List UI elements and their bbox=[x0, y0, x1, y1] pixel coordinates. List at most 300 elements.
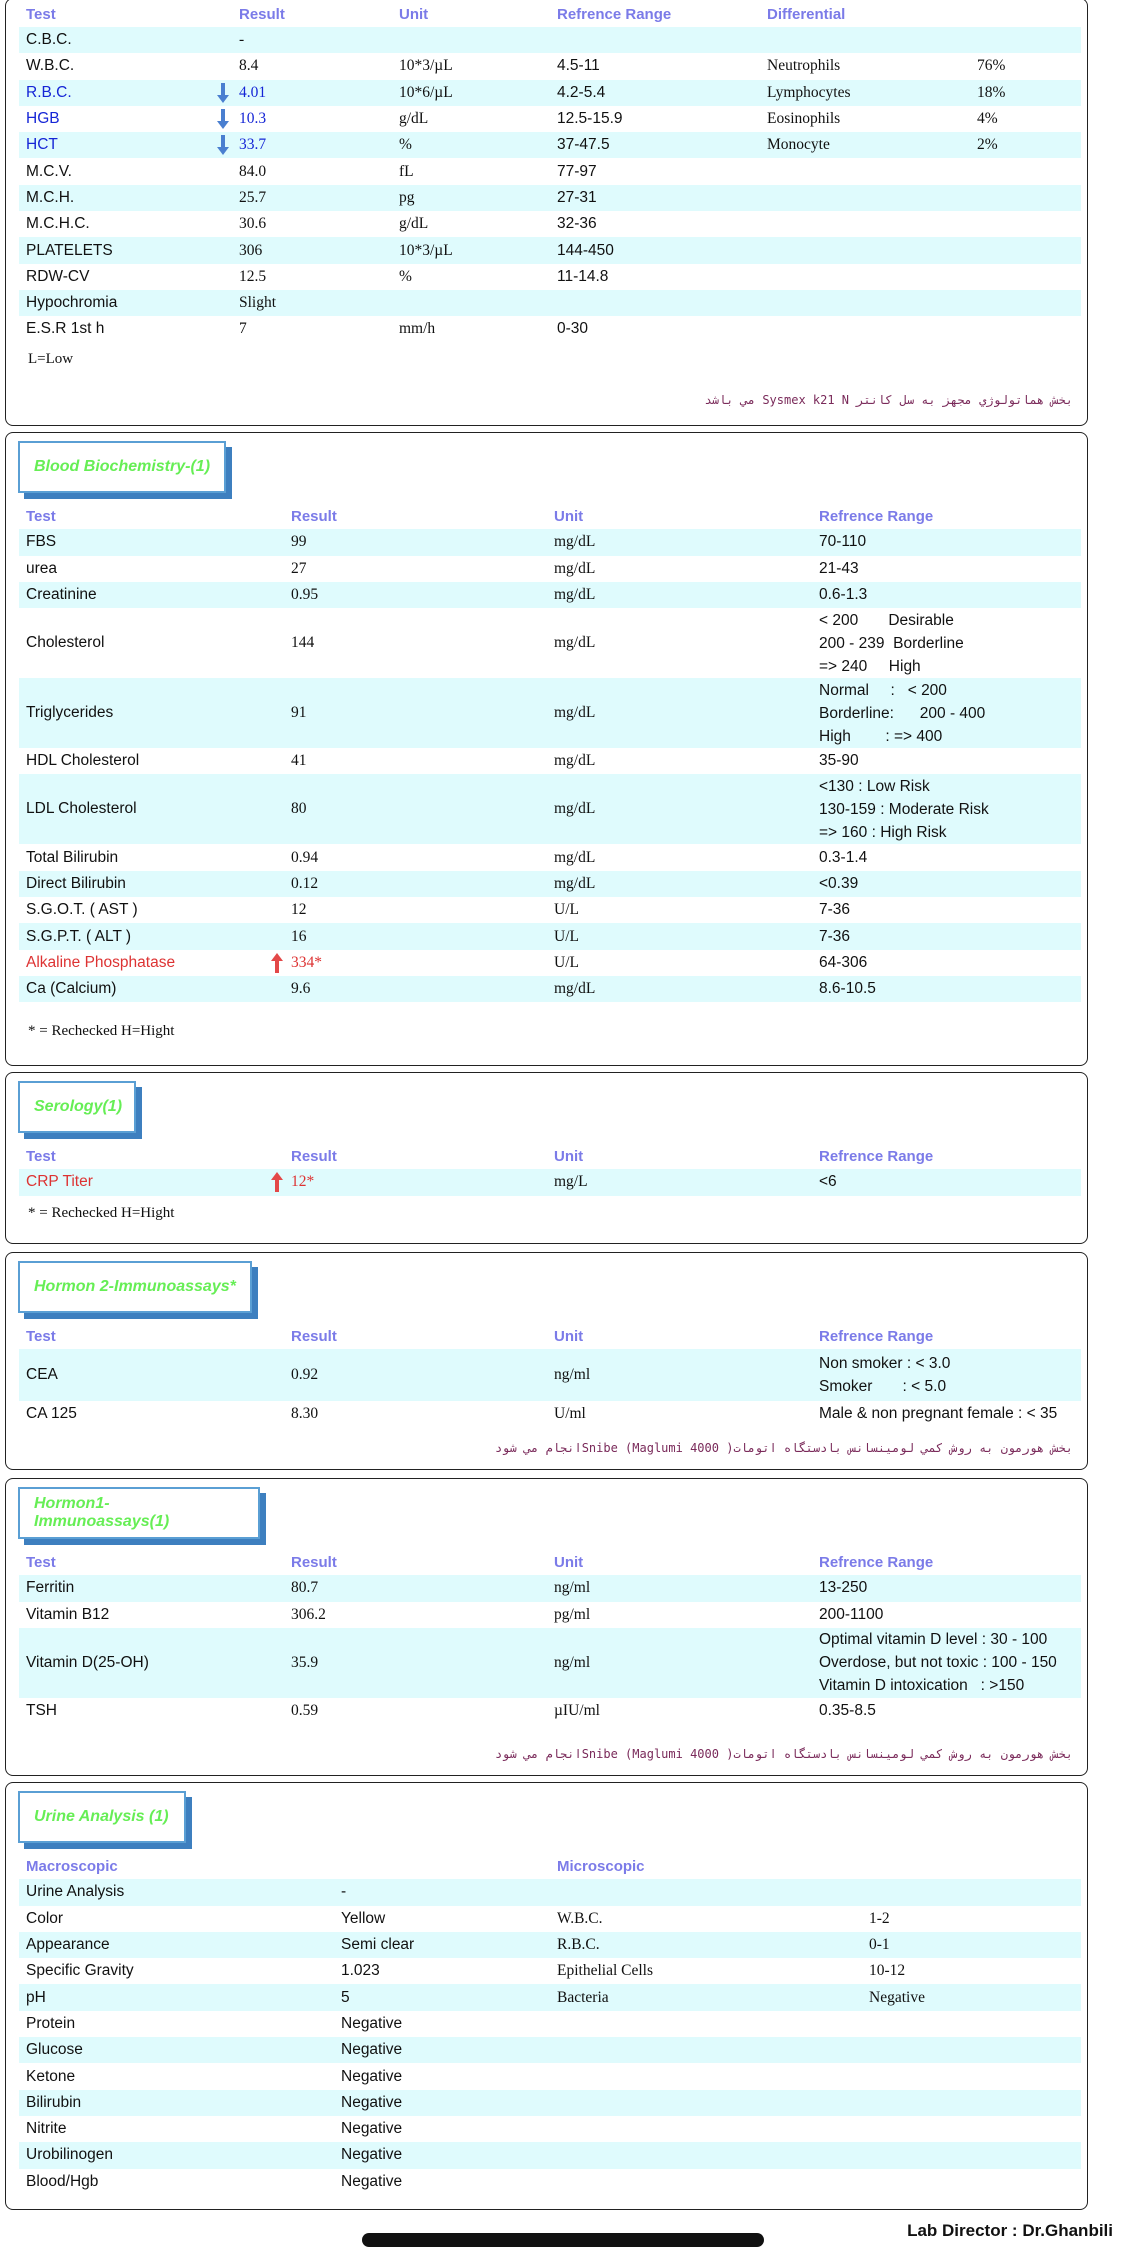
table-row bbox=[19, 976, 1081, 1002]
header-range: Refrence Range bbox=[819, 1553, 934, 1571]
microscopic-name: W.B.C. bbox=[557, 1909, 603, 1927]
table-row bbox=[19, 106, 1081, 132]
microscopic-name: R.B.C. bbox=[557, 1936, 600, 1954]
header-test: Test bbox=[26, 1553, 56, 1571]
result-value: 35.9 bbox=[291, 1653, 319, 1671]
unit: mm/h bbox=[399, 320, 436, 338]
unit: U/L bbox=[554, 901, 579, 919]
header-unit: Unit bbox=[554, 1553, 584, 1571]
test-name: HGB bbox=[26, 110, 60, 128]
hormon1-title-box bbox=[18, 1487, 260, 1539]
biochemistry-title-box bbox=[18, 441, 226, 493]
test-name: Protein bbox=[26, 2014, 76, 2032]
result-value: 91 bbox=[291, 704, 307, 722]
table-row bbox=[19, 2063, 1081, 2089]
reference-range: 4.5-11 bbox=[557, 57, 600, 75]
reference-range-line: 8.6-10.5 bbox=[819, 980, 876, 998]
table-row bbox=[19, 1602, 1081, 1628]
result-value: 16 bbox=[291, 927, 307, 945]
result-value: 8.30 bbox=[291, 1405, 319, 1423]
test-name: PLATELETS bbox=[26, 241, 113, 259]
microscopic-name: Epithelial Cells bbox=[557, 1962, 653, 1980]
table-row bbox=[19, 1932, 1081, 1958]
table-row bbox=[19, 2142, 1081, 2168]
header-result: Result bbox=[291, 507, 337, 525]
section-title: Blood Biochemistry-(1) bbox=[34, 458, 211, 475]
test-name: CEA bbox=[26, 1366, 58, 1384]
cbc-footer-note: بخش هماتولوژي مجهز به سل کانتر Sysmex k21 N مي باشد bbox=[704, 393, 1073, 407]
unit: fL bbox=[399, 162, 414, 180]
test-name: Blood/Hgb bbox=[26, 2172, 99, 2190]
reference-range: 37-47.5 bbox=[557, 136, 610, 154]
result-value: 334* bbox=[291, 953, 322, 971]
result-value: 0.59 bbox=[291, 1702, 319, 1720]
unit: mg/dL bbox=[554, 634, 596, 652]
reference-range: 144-450 bbox=[557, 241, 614, 259]
reference-range bbox=[819, 897, 850, 923]
reference-range-line: 35-90 bbox=[819, 752, 859, 770]
differential-name: Eosinophils bbox=[767, 110, 841, 128]
biochemistry-table bbox=[19, 503, 1081, 1002]
result-value: 12 bbox=[291, 901, 307, 919]
header-row bbox=[19, 1549, 1081, 1575]
result-value: 0.92 bbox=[291, 1366, 319, 1384]
test-name: M.C.H.C. bbox=[26, 215, 90, 233]
low-arrow-icon bbox=[217, 106, 229, 132]
table-row bbox=[19, 2116, 1081, 2142]
test-name: M.C.H. bbox=[26, 188, 75, 206]
biochemistry-panel bbox=[5, 432, 1088, 1066]
high-arrow-icon bbox=[271, 1169, 283, 1195]
header-result: Result bbox=[291, 1147, 337, 1165]
table-row bbox=[19, 556, 1081, 582]
table-row bbox=[19, 844, 1081, 870]
reference-range-line: Normal : < 200 bbox=[819, 681, 947, 699]
result-value: 12.5 bbox=[239, 267, 267, 285]
result-value: - bbox=[239, 31, 245, 49]
table-row bbox=[19, 529, 1081, 555]
table-row bbox=[19, 1984, 1081, 2010]
reference-range-line: 70-110 bbox=[819, 533, 867, 551]
unit: % bbox=[399, 136, 412, 154]
cbc-table bbox=[19, 1, 1081, 27]
reference-range-line: 200 - 239 Borderline bbox=[819, 634, 964, 652]
result-value: 41 bbox=[291, 752, 307, 770]
unit: mg/L bbox=[554, 1173, 588, 1191]
test-name: C.B.C. bbox=[26, 31, 72, 49]
unit: mg/dL bbox=[554, 704, 596, 722]
reference-range-line: <6 bbox=[819, 1173, 837, 1191]
table-row bbox=[19, 2011, 1081, 2037]
reference-range bbox=[819, 582, 867, 608]
reference-range bbox=[819, 871, 858, 897]
reference-range bbox=[819, 529, 866, 555]
result-value: 30.6 bbox=[239, 215, 267, 233]
result-value: 84.0 bbox=[239, 162, 267, 180]
reference-range-line: Overdose, but not toxic : 100 - 150 bbox=[819, 1654, 1057, 1672]
section-title: Serology(1) bbox=[34, 1098, 123, 1115]
reference-range-line: 200-1100 bbox=[819, 1605, 884, 1623]
result-value: Negative bbox=[341, 2014, 403, 2032]
result-value: 12* bbox=[291, 1173, 315, 1191]
table-row bbox=[19, 27, 1081, 53]
high-arrow-icon bbox=[271, 950, 283, 976]
hormon2-footer-note: بخش هورمون به روش کمي لومينسانس بادستگاه اتومات( Snibe (Maglumi 4000انجام مي شود bbox=[495, 1441, 1073, 1455]
differential-value: 76% bbox=[977, 57, 1006, 75]
urine-title-box bbox=[18, 1791, 186, 1843]
header-macroscopic: Macroscopic bbox=[26, 1857, 118, 1875]
reference-range bbox=[819, 950, 867, 976]
table-row bbox=[19, 1906, 1081, 1932]
test-name: Urine Analysis bbox=[26, 1883, 125, 1901]
table-row bbox=[19, 950, 1081, 976]
result-value: Yellow bbox=[341, 1909, 386, 1927]
test-name: Appearance bbox=[26, 1936, 110, 1954]
home-indicator[interactable] bbox=[362, 2233, 764, 2247]
unit: 10*6/µL bbox=[399, 83, 453, 101]
reference-range-line: 7-36 bbox=[819, 927, 851, 945]
reference-range bbox=[819, 976, 876, 1002]
table-row bbox=[19, 132, 1081, 158]
table-row bbox=[19, 211, 1081, 237]
test-name: Ketone bbox=[26, 2067, 76, 2085]
table-row bbox=[19, 264, 1081, 290]
reference-range bbox=[819, 1628, 1057, 1698]
differential-value: 18% bbox=[977, 83, 1006, 101]
hormon1-panel bbox=[5, 1478, 1088, 1776]
hormon2-title-box bbox=[18, 1261, 252, 1313]
test-name: RDW-CV bbox=[26, 267, 90, 285]
reference-range bbox=[819, 748, 859, 774]
microscopic-value: Negative bbox=[869, 1988, 925, 2006]
differential-value: 2% bbox=[977, 136, 998, 154]
table-row bbox=[19, 2169, 1081, 2195]
test-name: Specific Gravity bbox=[26, 1962, 134, 1980]
test-name: TSH bbox=[26, 1702, 57, 1720]
test-name: Triglycerides bbox=[26, 704, 114, 722]
table-row bbox=[19, 748, 1081, 774]
header-differential: Differential bbox=[767, 5, 846, 23]
result-value: 9.6 bbox=[291, 980, 311, 998]
low-arrow-icon bbox=[217, 80, 229, 106]
reference-range: 4.2-5.4 bbox=[557, 83, 606, 101]
table-row bbox=[19, 290, 1081, 316]
hormon2-table bbox=[19, 1323, 1081, 1428]
test-name: S.G.O.T. ( AST ) bbox=[26, 901, 138, 919]
test-name: Urobilinogen bbox=[26, 2146, 114, 2164]
result-value: 99 bbox=[291, 533, 307, 551]
test-name: S.G.P.T. ( ALT ) bbox=[26, 927, 132, 945]
test-name: Vitamin B12 bbox=[26, 1605, 110, 1623]
test-name: Vitamin D(25-OH) bbox=[26, 1653, 149, 1671]
reference-range-line: Borderline: 200 - 400 bbox=[819, 704, 986, 722]
biochemistry-note: * = Rechecked H=Hight bbox=[28, 1023, 175, 1039]
reference-range: 0-30 bbox=[557, 320, 589, 338]
test-name: Bilirubin bbox=[26, 2093, 82, 2111]
table-row bbox=[19, 237, 1081, 263]
unit: µIU/ml bbox=[554, 1702, 600, 1720]
result-value: Negative bbox=[341, 2146, 403, 2164]
microscopic-value: 10-12 bbox=[869, 1962, 906, 1980]
result-value: 80 bbox=[291, 800, 307, 818]
reference-range-line: 0.35-8.5 bbox=[819, 1702, 876, 1720]
test-name: HCT bbox=[26, 136, 58, 154]
unit: pg bbox=[399, 188, 415, 206]
unit: mg/dL bbox=[554, 980, 596, 998]
test-name: urea bbox=[26, 559, 58, 577]
cbc-rows bbox=[19, 27, 1081, 343]
serology-table bbox=[19, 1143, 1081, 1196]
differential-name: Lymphocytes bbox=[767, 83, 851, 101]
table-row bbox=[19, 678, 1081, 748]
test-name: Direct Bilirubin bbox=[26, 874, 126, 892]
result-value: Slight bbox=[239, 294, 277, 312]
reference-range bbox=[819, 1401, 1057, 1427]
microscopic-value: 1-2 bbox=[869, 1909, 890, 1927]
header-result: Result bbox=[239, 5, 285, 23]
header-test: Test bbox=[26, 1327, 56, 1345]
test-name: Hypochromia bbox=[26, 294, 118, 312]
table-row bbox=[19, 608, 1081, 678]
result-value: 33.7 bbox=[239, 136, 267, 154]
test-name: Glucose bbox=[26, 2041, 83, 2059]
test-name: Alkaline Phosphatase bbox=[26, 953, 176, 971]
result-value: Negative bbox=[341, 2120, 403, 2138]
microscopic-name: Bacteria bbox=[557, 1988, 609, 2006]
table-row bbox=[19, 897, 1081, 923]
unit: ng/ml bbox=[554, 1366, 591, 1384]
test-name: HDL Cholesterol bbox=[26, 752, 140, 770]
unit: mg/dL bbox=[554, 752, 596, 770]
header-result: Result bbox=[291, 1553, 337, 1571]
reference-range bbox=[819, 1349, 950, 1401]
result-value: 5 bbox=[341, 1988, 350, 2006]
reference-range bbox=[819, 844, 867, 870]
reference-range-line: 7-36 bbox=[819, 901, 851, 919]
header-range: Refrence Range bbox=[819, 1327, 934, 1345]
serology-panel bbox=[5, 1072, 1088, 1244]
reference-range: 12.5-15.9 bbox=[557, 110, 623, 128]
header-row bbox=[19, 503, 1081, 529]
test-name: Nitrite bbox=[26, 2120, 67, 2138]
header-test: Test bbox=[26, 5, 56, 23]
test-name: pH bbox=[26, 1988, 46, 2006]
reference-range bbox=[819, 678, 985, 748]
unit: mg/dL bbox=[554, 533, 596, 551]
result-value: 10.3 bbox=[239, 110, 267, 128]
table-row bbox=[19, 774, 1081, 844]
unit: ng/ml bbox=[554, 1653, 591, 1671]
result-value: 1.023 bbox=[341, 1962, 380, 1980]
table-row bbox=[19, 80, 1081, 106]
reference-range-line: <0.39 bbox=[819, 874, 859, 892]
test-name: Ca (Calcium) bbox=[26, 980, 117, 998]
reference-range-line: 21-43 bbox=[819, 559, 859, 577]
reference-range bbox=[819, 1169, 837, 1195]
test-name: CRP Titer bbox=[26, 1173, 93, 1191]
reference-range-line: => 240 High bbox=[819, 657, 921, 675]
table-row bbox=[19, 2090, 1081, 2116]
result-value: 27 bbox=[291, 559, 307, 577]
table-row bbox=[19, 158, 1081, 184]
table-row bbox=[19, 923, 1081, 949]
test-name: Creatinine bbox=[26, 586, 97, 604]
urine-table bbox=[19, 1853, 1081, 2195]
result-value: 4.01 bbox=[239, 83, 267, 101]
unit: U/L bbox=[554, 927, 579, 945]
reference-range-line: < 200 Desirable bbox=[819, 611, 954, 629]
cbc-header-row bbox=[19, 1, 1081, 27]
reference-range: 77-97 bbox=[557, 162, 597, 180]
reference-range-line: 13-250 bbox=[819, 1579, 868, 1597]
unit: mg/dL bbox=[554, 559, 596, 577]
reference-range: 27-31 bbox=[557, 188, 597, 206]
unit: 10*3/µL bbox=[399, 57, 453, 75]
section-title: Hormon1-Immunoassays(1) bbox=[34, 1495, 170, 1530]
result-value: 0.94 bbox=[291, 848, 319, 866]
table-row bbox=[19, 1575, 1081, 1601]
serology-title-box bbox=[18, 1081, 136, 1133]
header-range: Refrence Range bbox=[819, 507, 934, 525]
unit: ng/ml bbox=[554, 1579, 591, 1597]
reference-range-line: Optimal vitamin D level : 30 - 100 bbox=[819, 1631, 1048, 1649]
header-row bbox=[19, 1143, 1081, 1169]
test-name: Total Bilirubin bbox=[26, 848, 119, 866]
table-row bbox=[19, 1879, 1081, 1905]
result-value: 144 bbox=[291, 634, 315, 652]
differential-name: Monocyte bbox=[767, 136, 830, 154]
unit: 10*3/µL bbox=[399, 241, 453, 259]
result-value: 25.7 bbox=[239, 188, 267, 206]
header-unit: Unit bbox=[554, 507, 584, 525]
test-name: R.B.C. bbox=[26, 83, 72, 101]
reference-range: 11-14.8 bbox=[557, 267, 609, 285]
result-value: - bbox=[341, 1883, 347, 1901]
reference-range bbox=[819, 1602, 883, 1628]
table-row bbox=[19, 1698, 1081, 1724]
table-row bbox=[19, 1401, 1081, 1427]
reference-range-line: Non smoker : < 3.0 bbox=[819, 1355, 951, 1373]
reference-range-line: Vitamin D intoxication : >150 bbox=[819, 1677, 1025, 1695]
reference-range bbox=[819, 556, 859, 582]
section-title: Urine Analysis (1) bbox=[34, 1808, 169, 1825]
hormon2-panel bbox=[5, 1252, 1088, 1470]
reference-range-line: Male & non pregnant female : < 35 bbox=[819, 1405, 1058, 1423]
header-unit: Unit bbox=[399, 5, 429, 23]
unit: g/dL bbox=[399, 215, 429, 233]
result-value: Negative bbox=[341, 2172, 403, 2190]
section-title: Hormon 2-Immunoassays* bbox=[34, 1278, 236, 1295]
result-value: Semi clear bbox=[341, 1936, 415, 1954]
reference-range-line: 130-159 : Moderate Risk bbox=[819, 800, 989, 818]
unit: U/L bbox=[554, 953, 579, 971]
header-range: Refrence Range bbox=[557, 5, 672, 23]
header-unit: Unit bbox=[554, 1147, 584, 1165]
reference-range-line: 0.3-1.4 bbox=[819, 848, 868, 866]
result-value: 306.2 bbox=[291, 1605, 326, 1623]
reference-range-line: <130 : Low Risk bbox=[819, 777, 930, 795]
unit: mg/dL bbox=[554, 586, 596, 604]
reference-range bbox=[819, 1698, 876, 1724]
reference-range-line: 0.6-1.3 bbox=[819, 586, 868, 604]
result-value: Negative bbox=[341, 2041, 403, 2059]
table-row bbox=[19, 185, 1081, 211]
result-value: 0.95 bbox=[291, 586, 319, 604]
unit: mg/dL bbox=[554, 848, 596, 866]
reference-range-line: Smoker : < 5.0 bbox=[819, 1378, 947, 1396]
result-value: 306 bbox=[239, 241, 263, 259]
unit: pg/ml bbox=[554, 1605, 591, 1623]
header-test: Test bbox=[26, 507, 56, 525]
reference-range: 32-36 bbox=[557, 215, 597, 233]
test-name: Cholesterol bbox=[26, 634, 105, 652]
serology-note: * = Rechecked H=Hight bbox=[28, 1205, 175, 1221]
differential-value: 4% bbox=[977, 110, 998, 128]
reference-range-line: => 160 : High Risk bbox=[819, 823, 947, 841]
table-row bbox=[19, 53, 1081, 79]
result-value: 80.7 bbox=[291, 1579, 319, 1597]
low-arrow-icon bbox=[217, 132, 229, 158]
test-name: M.C.V. bbox=[26, 162, 72, 180]
header-row bbox=[19, 1853, 1081, 1879]
reference-range bbox=[819, 774, 989, 844]
table-row bbox=[19, 871, 1081, 897]
lab-director-signature: Lab Director : Dr.Ghanbili bbox=[907, 2221, 1113, 2240]
microscopic-value: 0-1 bbox=[869, 1936, 890, 1954]
table-row bbox=[19, 582, 1081, 608]
test-name: FBS bbox=[26, 533, 57, 551]
table-row bbox=[19, 1169, 1081, 1195]
cbc-note: L=Low bbox=[28, 351, 74, 367]
cbc-panel bbox=[5, 0, 1088, 426]
reference-range-line: High : => 400 bbox=[819, 727, 943, 745]
urine-panel bbox=[5, 1782, 1088, 2210]
header-test: Test bbox=[26, 1147, 56, 1165]
header-range: Refrence Range bbox=[819, 1147, 934, 1165]
test-name: LDL Cholesterol bbox=[26, 800, 137, 818]
header-unit: Unit bbox=[554, 1327, 584, 1345]
unit: mg/dL bbox=[554, 874, 596, 892]
unit: % bbox=[399, 267, 412, 285]
header-microscopic: Microscopic bbox=[557, 1857, 645, 1875]
table-row bbox=[19, 1628, 1081, 1698]
table-row bbox=[19, 316, 1081, 342]
hormon1-table bbox=[19, 1549, 1081, 1724]
reference-range bbox=[819, 608, 964, 678]
table-row bbox=[19, 1349, 1081, 1401]
header-result: Result bbox=[291, 1327, 337, 1345]
test-name: E.S.R 1st h bbox=[26, 320, 105, 338]
reference-range bbox=[819, 923, 850, 949]
result-value: 8.4 bbox=[239, 57, 259, 75]
unit: g/dL bbox=[399, 110, 429, 128]
test-name: Color bbox=[26, 1909, 64, 1927]
table-row bbox=[19, 1958, 1081, 1984]
reference-range-line: 64-306 bbox=[819, 953, 868, 971]
test-name: W.B.C. bbox=[26, 57, 75, 75]
test-name: Ferritin bbox=[26, 1579, 75, 1597]
unit: mg/dL bbox=[554, 800, 596, 818]
unit: U/ml bbox=[554, 1405, 586, 1423]
result-value: Negative bbox=[341, 2093, 403, 2111]
hormon1-footer-note: بخش هورمون به روش کمي لومينسانس بادستگاه اتومات( Snibe (Maglumi 4000انجام مي شود bbox=[495, 1747, 1073, 1761]
result-value: 7 bbox=[239, 320, 247, 338]
table-row bbox=[19, 2037, 1081, 2063]
differential-name: Neutrophils bbox=[767, 57, 841, 75]
result-value: Negative bbox=[341, 2067, 403, 2085]
reference-range bbox=[819, 1575, 867, 1601]
test-name: CA 125 bbox=[26, 1405, 77, 1423]
